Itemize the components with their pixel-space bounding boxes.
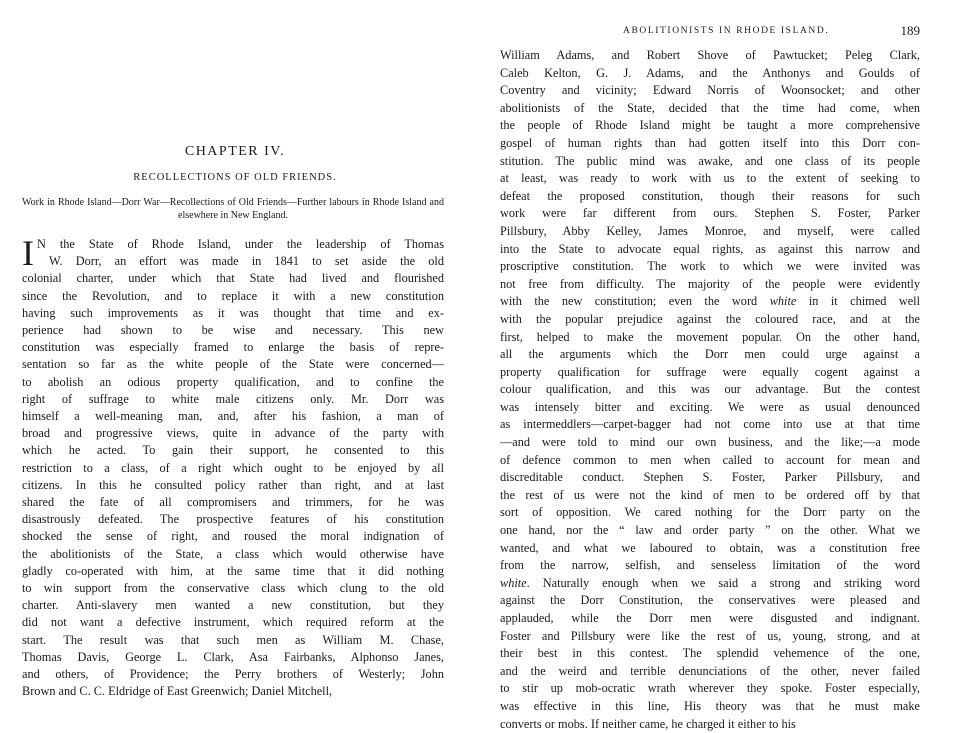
text-line: wanted, and what we laboured to obtain, was a constitution free: [500, 540, 920, 555]
text-line: against the Dorr Constitution, the conservatives were pleased and: [500, 593, 920, 608]
italic-word: white: [500, 575, 527, 590]
text-line: William Adams, and Robert Shove of Pawtucket; Peleg Clark,: [500, 48, 920, 62]
text-line: sort of opposition. We cared nothing for the Dorr party on the: [500, 505, 920, 520]
italic-word: white: [769, 294, 797, 309]
right-page: [490, 0, 980, 731]
text-line: defeat the proposed constitution, though their reasons for such: [500, 188, 920, 203]
text-line: charter. Anti-slavery men wanted a new constitution, but they: [22, 598, 444, 613]
text-line: the abolitionists of the State, a class which would otherwise have: [22, 546, 444, 561]
text-line: sentation so far as the white people of the State were concerned—: [22, 357, 444, 372]
text-line: as intermeddlers—carpet-bagger had not come into use at that time: [500, 417, 920, 432]
text-line: gladly co-operated with him, at the same time that it did nothing: [22, 563, 444, 578]
text-line: stitution. The public mind was awake, and one class of its people: [500, 153, 920, 168]
text-line: shocked the sense of right, and roused the moral indignation of: [22, 529, 444, 544]
text-line: W. Dorr, an effort was made in 1841 to set aside the old: [49, 254, 444, 269]
text-line: colour qualification, and this was our advantage. But the contest: [500, 382, 920, 397]
text-line: Caleb Kelton, G. J. Adams, and the Anthonys and Goulds of: [500, 65, 920, 80]
text-line: discreditable conduct. Stephen S. Foster, Parker Pillsbury, and: [500, 470, 920, 485]
text-line: not free from difficulty. The majority of the people were evidently: [500, 276, 920, 291]
text-line: converts or mobs. If neither came, he charged it either to his: [500, 716, 796, 731]
text-line: Pillsbury, Abby Kelley, James Monroe, and myself, were called: [500, 223, 920, 238]
text-line: —and were told to mind our own business, and the like;—a mode: [500, 435, 920, 450]
text-line: with the popular prejudice against the coloured race, and at the: [500, 311, 920, 326]
text-line: colonial charter, under which that State had lived and flourished: [22, 271, 444, 286]
text-line: at least, was ready to work with us to the extent of seeking to: [500, 171, 920, 186]
text-line: citizens. In this he consulted policy rather than right, and at last: [22, 477, 444, 492]
text-line: from the narrow, selfish, and senseless limitation of the word: [500, 558, 920, 573]
text-line: abolitionists of the State, decided that the time had come, when: [500, 100, 920, 115]
text-line: all the arguments which the Dorr men could urge against a: [500, 347, 920, 362]
text-line: property qualification for suffrage were equally cogent against a: [500, 364, 920, 379]
text-line: since the Revolution, and to replace it with a new constitution: [22, 288, 444, 303]
chapter-subtitle: RECOLLECTIONS OF OLD FRIENDS.: [133, 172, 337, 183]
text-line: shared the fate of all compromisers and trimmers, for he was: [22, 495, 444, 510]
text-line: himself a well-meaning man, and, after his fashion, a man of: [22, 409, 444, 424]
text-line: to win support from the conservative class which clung to the old: [22, 581, 444, 596]
text-line: Foster and Pillsbury were like the rest of us, young, strong, and at: [500, 628, 920, 643]
text-line: first, helped to make the movement popular. On the other hand,: [500, 329, 920, 344]
text-line: to abolish an odious property qualification, and to confine the: [22, 374, 444, 389]
text-line: their best in this contest. The splendid vehemence of the one,: [500, 646, 920, 661]
text-line: right of suffrage to white male citizens only. Mr. Dorr was: [22, 391, 444, 406]
text-line: to stir up mob-ocratic wrath wherever they spoke. Foster especially,: [500, 681, 920, 696]
text-line: of defence common to men when called to account for mean and: [500, 452, 920, 467]
text-line: perience had shown to be wise and necessary. This new: [22, 323, 444, 338]
text-line: restriction to a class, of a right which ought to be enjoyed by all: [22, 460, 444, 475]
text-line: and the weird and terrible denunciations of the other, never failed: [500, 663, 920, 678]
text-line: was intensely bitter and exciting. We were as usual denounced: [500, 399, 920, 414]
text-line: work were far different from ours. Stephen S. Foster, Parker: [500, 206, 920, 221]
text-line: one hand, nor the “ law and order party ” on the other. What we: [500, 523, 920, 538]
right-body-text: [500, 47, 920, 733]
text-line: into the State to advocate equal rights, as against this narrow and: [500, 241, 920, 256]
chapter-title: CHAPTER IV.: [184, 144, 286, 159]
text-line: applauded, while the Dorr men were disgusted and indignant.: [500, 611, 920, 625]
text-line: N the State of Rhode Island, under the leadership of Thomas: [37, 237, 444, 251]
text-line: Thomas Davis, George L. Clark, Asa Fairbanks, Alphonso Janes,: [22, 649, 444, 664]
text-line: the rest of us were not the kind of men to be ordered off by that: [500, 487, 920, 502]
text-line: gospel of human rights than had gotten itself into this Dorr con-: [500, 135, 920, 150]
text-line: with the new constitution; even the word white in it chimed well: [500, 294, 920, 309]
left-page: [0, 0, 490, 699]
text-line: white. Naturally enough when we said a strong and striking word: [500, 575, 920, 590]
text-line: which he acted. To gain their support, he consented to this: [22, 443, 444, 458]
text-line: proscriptive constitution. The work to which we were invited was: [500, 259, 920, 274]
text-line: Brown and C. C. Eldridge of East Greenwich; Daniel Mitchell,: [22, 684, 333, 699]
text-line: and others, of Providence; the Perry brothers of Westerly; John: [22, 667, 444, 682]
page-number: 189: [900, 23, 920, 38]
text-line: constitution was especially framed to enlarge the basis of repre-: [22, 340, 444, 355]
text-line: was effective in this line, His theory was that he must make: [500, 698, 920, 713]
chapter-summary: Work in Rhode Island—Dorr War—Recollections of Old Friends—Further labours in Rhode Island and elsewhere in New England.: [22, 197, 444, 221]
text-line: the people of Rhode Island might be taught a more comprehensive: [500, 118, 920, 133]
left-body-text: [22, 233, 444, 700]
text-line: broad and progressive views, quite in advance of the party with: [22, 426, 444, 441]
text-line: having such improvements as it was thought that time and ex-: [22, 305, 444, 320]
text-line: disastrously defeated. The prospective features of his constitution: [22, 512, 444, 527]
text-line: start. The result was that such men as William M. Chase,: [22, 632, 444, 647]
running-head: ABOLITIONISTS IN RHODE ISLAND.: [623, 26, 830, 36]
text-line: Coventry and vicinity; Edward Norris of Woonsocket; and other: [500, 83, 920, 98]
drop-cap: I: [22, 233, 34, 273]
text-line: did not want a defective instrument, which required reform at the: [22, 615, 444, 630]
